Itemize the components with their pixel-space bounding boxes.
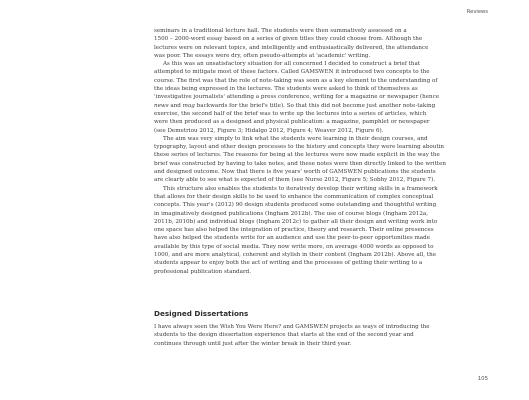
section-line: continues through until just after the winter break in their third year. xyxy=(154,340,352,347)
body-line: were then produced as a designed and physical publication: a magazine, pamphlet or newspaper xyxy=(154,119,430,126)
body-line: are clearly able to see what is expected of them (see Nurse 2012, Figure 5; Sobhy 2012, Figure 7). xyxy=(154,177,436,184)
body-line: the ideas being expressed in the lectures. The students were asked to think of themselves as xyxy=(154,86,418,93)
body-line: This structure also enables the students to iteratively develop their writing skills in a framework xyxy=(163,185,438,192)
body-line: that allows for their design skills to be used to enhance the communication of complex conceptual xyxy=(154,193,434,200)
body-line: seminars in a traditional lecture hall. The students were then summatively assessed on a xyxy=(154,28,407,34)
body-line: 1000, and are more analytical, coherent and stylish in their content (Ingham 2012b). Above all, the xyxy=(154,252,437,259)
body-line: concepts. This year's (2012) 90 design students produced some outstanding and thoughtful writing xyxy=(154,202,437,209)
body-line: course. The first was that the role of note-taking was seen as a key element to the understanding of xyxy=(154,77,438,84)
page-number: 105 xyxy=(477,376,488,382)
section-body xyxy=(154,323,487,348)
running-head: Reviews xyxy=(466,9,488,15)
body-line: have also helped the students write for an audience and use the peer-to-peer opportunities made xyxy=(154,235,431,242)
body-line: 'investigative journalists' attending a press conference, writing for a magazine or newspaper (hence xyxy=(154,94,440,101)
section-heading: Designed Dissertations xyxy=(154,309,249,318)
body-line: (see Demetriou 2012, Figure 3; Hidalgo 2012, Figure 4; Weaver 2012, Figure 6). xyxy=(154,127,384,134)
section-line: students to the design dissertation experience that starts at the end of the second year and xyxy=(154,332,414,339)
body-line: exercise, the second half of the brief was to write up the lectures into a series of articles, which xyxy=(154,110,427,117)
body-line: available by this type of social media. They now write more, on average 4000 words as opposed to xyxy=(154,243,434,250)
body-line: brief was constructed by having to take notes, and these notes were then directly linked to the written xyxy=(154,160,446,167)
body-line: typography, layout and other design processes to the history and concepts they were learning aboutin xyxy=(154,144,445,151)
body-line: attempted to mitigate most of these factors. Called GAMSWEN it introduced two concepts to the xyxy=(154,69,430,76)
body-line: news and mag backwards for the brief's title). So that this did not become just another note-taking xyxy=(154,102,436,109)
body-line: in imaginatively designed publications (Ingham 2012b). The use of course blogs (Ingham 2012a, xyxy=(154,210,429,217)
body-line: and designed outcome. Now that there is five years' worth of GAMSWEN publications the students xyxy=(154,169,436,176)
body-line: lectures were on relevant topics, and intelligently and enthusiastically delivered, the attendance xyxy=(154,44,429,51)
body-line: The aim was very simply to link what the students were learning in their design courses, and xyxy=(163,135,428,142)
section-line: I have always seen the Wish You Were Here? and GAMSWEN projects as ways of introducing the xyxy=(154,324,430,330)
article-body xyxy=(154,27,487,276)
body-line: students appear to enjoy both the act of writing and the processes of getting their writing to a xyxy=(154,260,423,267)
body-line: 2011b, 2010b) and individual blogs (Ingham 2012c) to gather all their design and writing work into xyxy=(154,218,438,225)
body-line: professional publication standard. xyxy=(154,268,252,275)
body-line: these series of lectures. The reasons for being at the lectures were now made explicit in the way the xyxy=(154,152,440,159)
body-line: 1500 – 2000-word essay based on a series of given titles they could choose from. Although the xyxy=(154,36,423,43)
body-line: one space has also helped the integration of practice, theory and research. Their online presences xyxy=(154,227,434,234)
body-line: As this was an unsatisfactory situation for all concerned I decided to construct a brief that xyxy=(163,61,421,68)
body-line: was poor. The essays were dry, often pseudo-attempts at 'academic' writing. xyxy=(154,52,371,59)
